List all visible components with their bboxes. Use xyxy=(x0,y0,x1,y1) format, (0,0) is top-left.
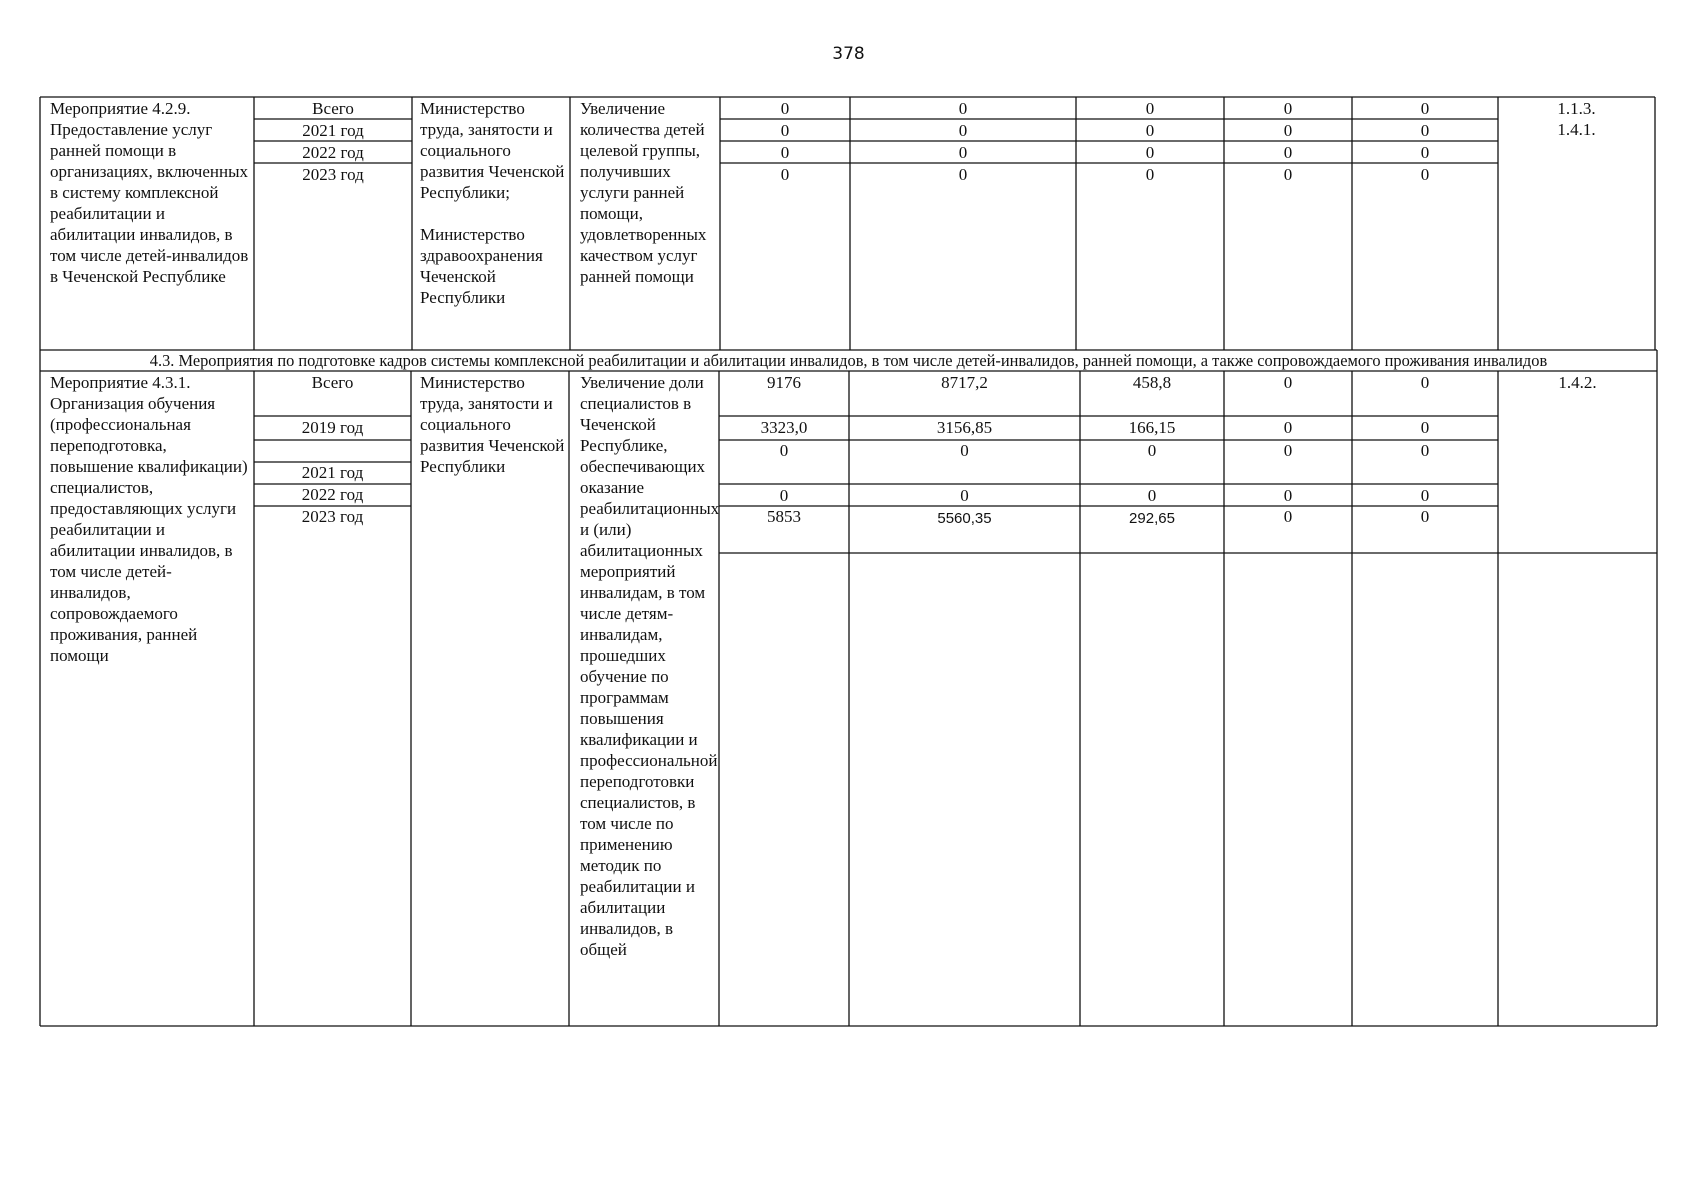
table-cell-value: 166,15 xyxy=(1128,418,1176,437)
table-cell-value: 0 xyxy=(1420,99,1430,118)
table-cell-value: 0 xyxy=(1283,121,1293,140)
page-number: 378 xyxy=(832,44,865,64)
expected-result: Увеличение количества детей целевой группы, получивших услуги ранней помощи, удовлетворенных качеством услуг ранней помощи xyxy=(580,99,707,286)
period-label: 2022 год xyxy=(301,485,364,504)
table-cell-value: 3323,0 xyxy=(760,418,808,437)
table-cell-value: 0 xyxy=(1283,99,1293,118)
executor: Министерство труда, занятости и социального развития Чеченской Республики; Министерство здравоохранения Чеченской Республики xyxy=(420,99,565,307)
table-cell-value: 0 xyxy=(1283,143,1293,162)
table-cell-value: 0 xyxy=(958,121,968,140)
table-cell-value: 0 xyxy=(1283,507,1293,526)
table-cell-value: 0 xyxy=(1420,143,1430,162)
table-cell-value: 0 xyxy=(1283,418,1293,437)
period-label: 2021 год xyxy=(301,463,364,482)
table-cell-value: 0 xyxy=(1420,418,1430,437)
period-label: 2021 год xyxy=(302,121,364,140)
table-cell-value: 0 xyxy=(780,121,790,140)
table-cell-value: 0 xyxy=(1145,143,1155,162)
table-cell-value: 0 xyxy=(1420,441,1430,460)
executor: Министерство труда, занятости и социального развития Чеченской Республики xyxy=(420,373,565,476)
table-cell-value: 0 xyxy=(958,143,968,162)
table-cell-value: 0 xyxy=(1283,373,1293,392)
table-cell-value: 0 xyxy=(1420,121,1430,140)
table-cell-value: 0 xyxy=(1145,165,1155,184)
table-cell-value: 0 xyxy=(1147,486,1157,505)
table-cell-value: 9176 xyxy=(767,373,801,392)
period-label: 2023 год xyxy=(302,165,364,184)
measure-title: Мероприятие 4.3.1. Организация обучения (профессиональная переподготовка, повышение квалификации) специалистов, предоставляющих услуги реабилитации и абилитации инвалидов, в том числе детей-инвалидов, сопровождаемого проживания, ранней помощи xyxy=(50,373,248,665)
table-cell-value: 0 xyxy=(960,441,969,460)
table-cell-value: 0 xyxy=(1283,165,1293,184)
table-cell-value: 0 xyxy=(780,165,790,184)
table-cell-value: 0 xyxy=(1145,121,1155,140)
expected-result: Увеличение доли специалистов в Чеченской Республике, обеспечивающих оказание реабилитационных и (или) абилитационных мероприятий инвалидам, в том числе детям-инвалидам, прошедших обучение по программам повышения квалификации и профессиональной переподготовки специалистов, в том числе по применению методик по реабилитации и абилитации инвалидов, в общей xyxy=(580,373,720,959)
table-cell-value: 292,65 xyxy=(1129,510,1175,527)
table-cell-value: 0 xyxy=(1420,373,1430,392)
period-label: 2019 год xyxy=(301,418,364,437)
table-cell-value: 0 xyxy=(779,441,789,460)
table-cell-value: 8717,2 xyxy=(941,373,988,392)
period-label: Всего xyxy=(312,99,354,118)
table-cell-value: 5853 xyxy=(767,507,801,526)
table-cell-value: 3156,85 xyxy=(936,418,993,437)
table-cell-value: 0 xyxy=(1283,441,1293,460)
table-cell-value: 0 xyxy=(958,99,968,118)
table-cell-value: 0 xyxy=(958,165,968,184)
table-cell-value: 0 xyxy=(779,486,789,505)
table-cell-value: 0 xyxy=(1420,165,1430,184)
indicator-codes: 1.1.3. 1.4.1. xyxy=(1557,99,1596,139)
table-cell-value: 458,8 xyxy=(1132,373,1172,392)
measure-title: Мероприятие 4.2.9. Предоставление услуг ранней помощи в организациях, включенных в систему комплексной реабилитации и абилитации инвалидов, в том числе детей-инвалидов в Чеченской Республике xyxy=(50,99,249,286)
section-header: 4.3. Мероприятия по подготовке кадров системы комплексной реабилитации и абилитации инвалидов, в том числе детей-инвалидов, ранней помощи, а также сопровождаемого проживания инвалидов xyxy=(149,351,1548,370)
table-cell-value: 0 xyxy=(1145,99,1155,118)
indicator-codes: 1.4.2. xyxy=(1558,373,1597,392)
period-label: 2023 год xyxy=(301,507,364,526)
table-cell-value: 0 xyxy=(960,486,969,505)
period-label: Всего xyxy=(311,373,354,392)
table-cell-value: 0 xyxy=(1283,486,1293,505)
table-cell-value: 0 xyxy=(1420,507,1430,526)
table-cell-value: 0 xyxy=(780,99,790,118)
table-cell-value: 0 xyxy=(780,143,790,162)
period-label: 2022 год xyxy=(302,143,364,162)
table-cell-value: 5560,35 xyxy=(937,510,992,527)
table-cell-value: 0 xyxy=(1147,441,1157,460)
table-cell-value: 0 xyxy=(1420,486,1430,505)
